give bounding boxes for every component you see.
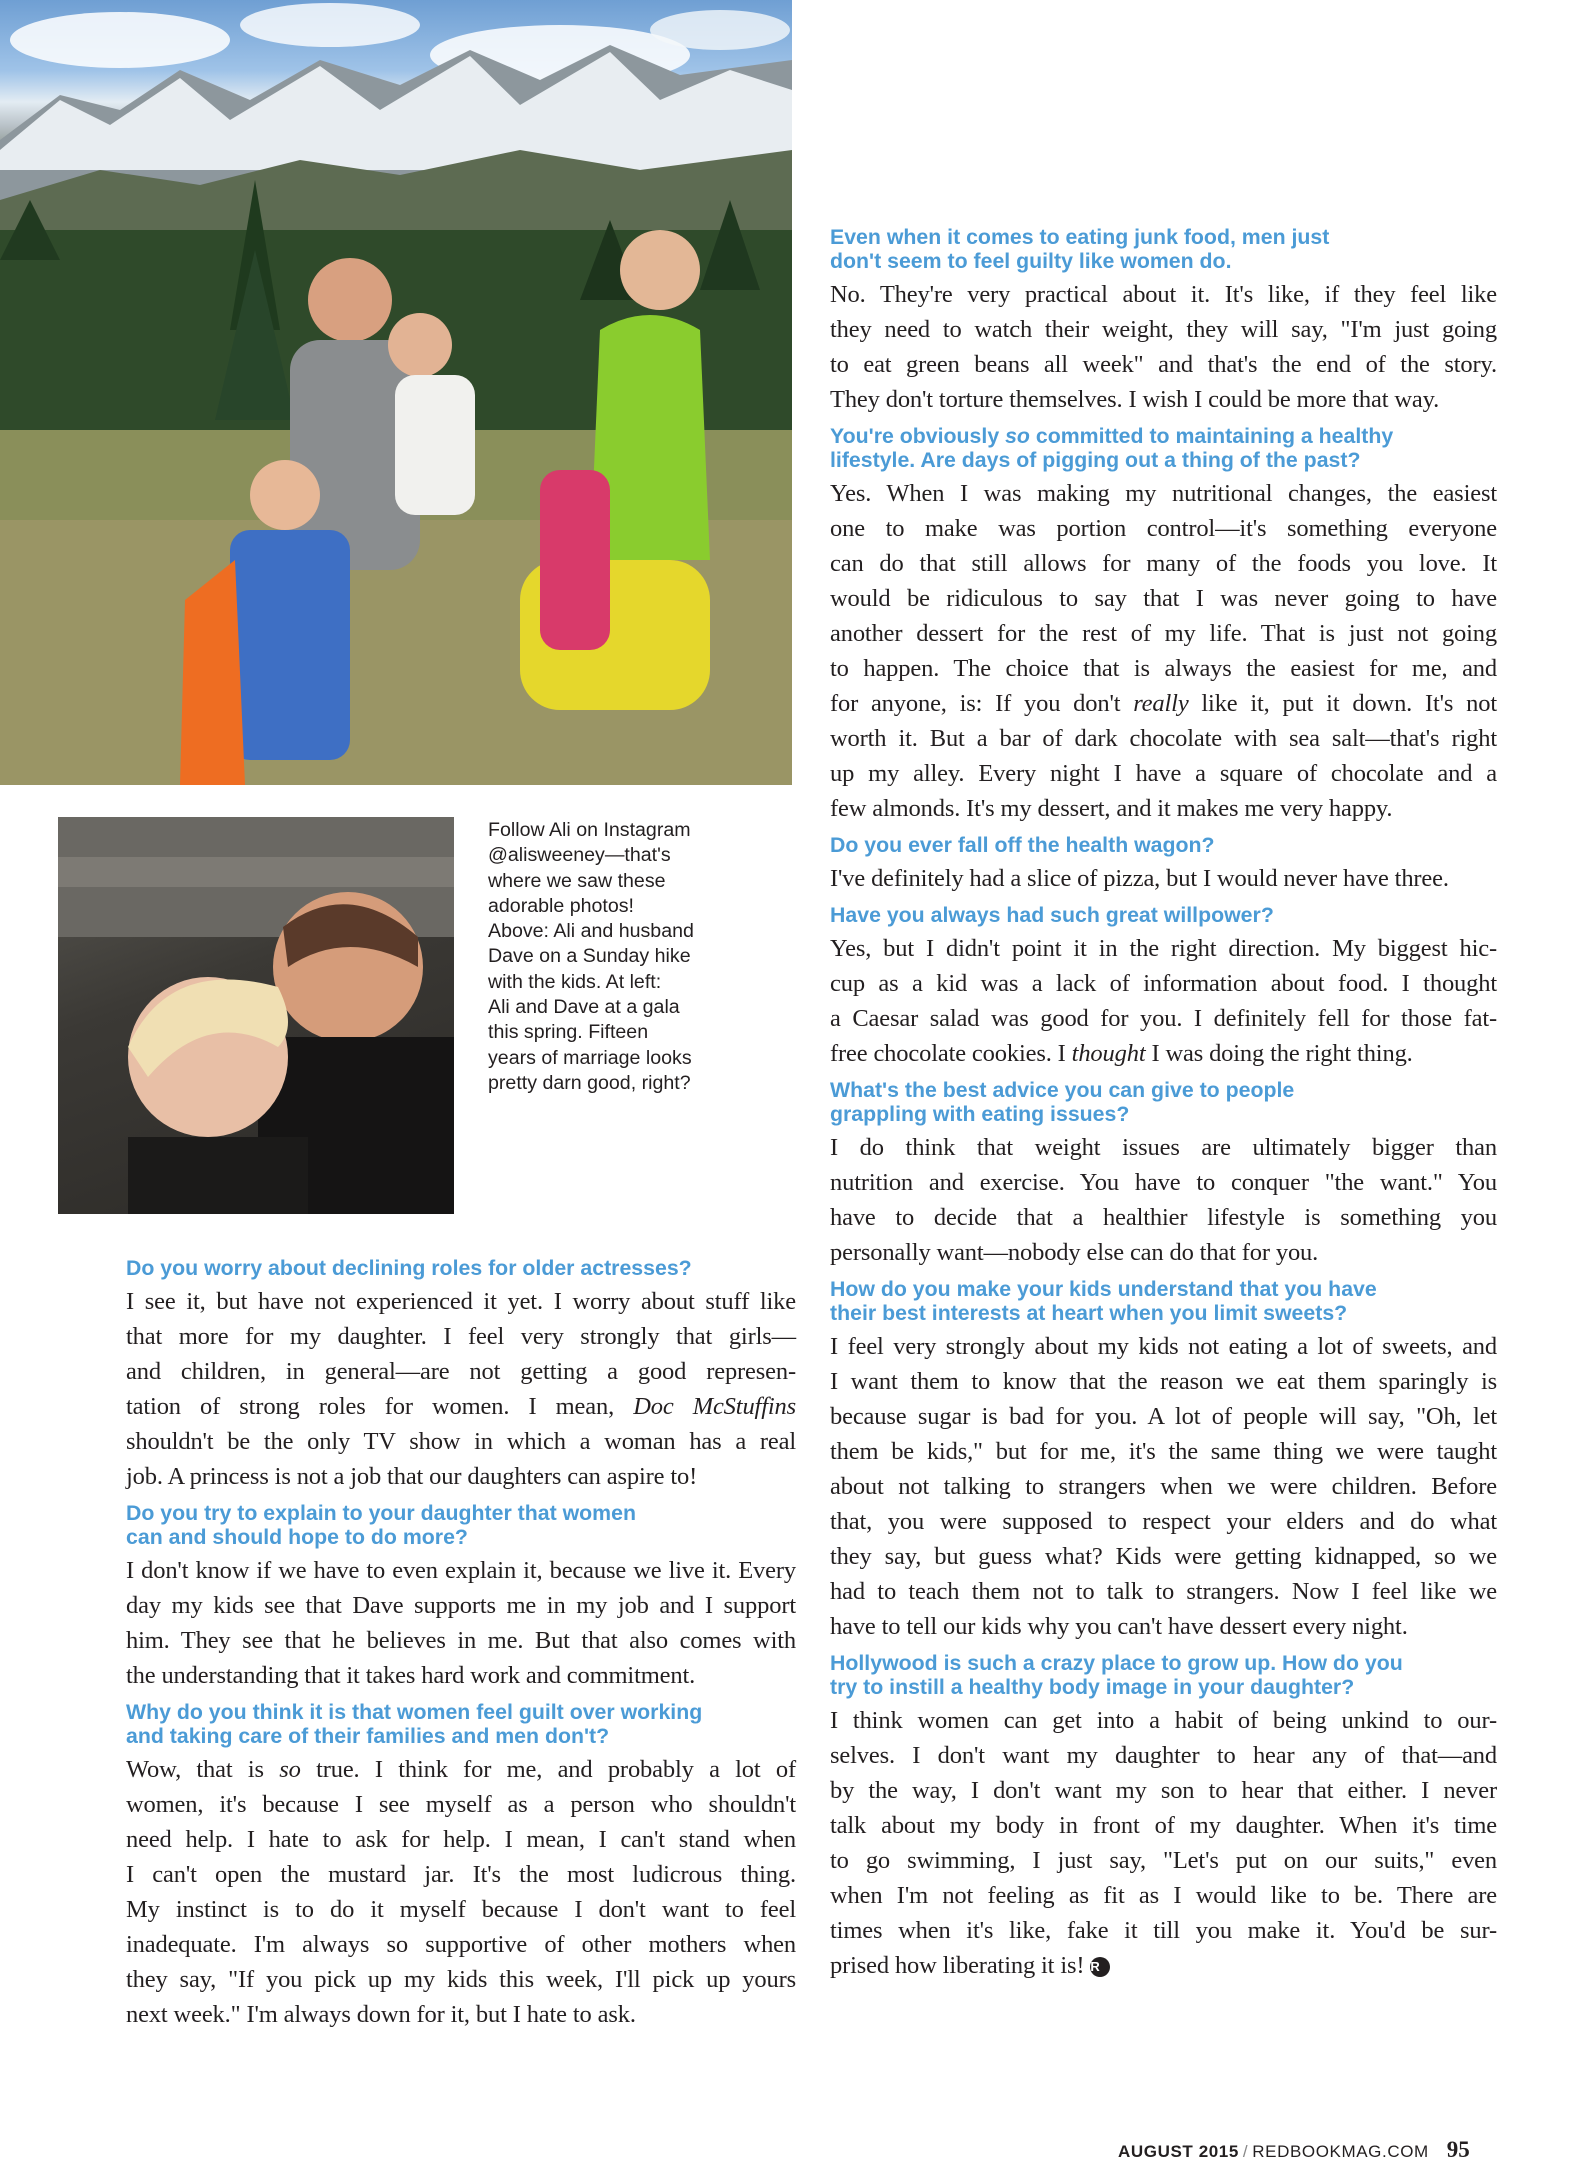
answer-line: prised how liberating it is! R — [830, 1948, 1497, 1983]
interview-question — [126, 1256, 796, 1280]
question-line: try to instill a healthy body image in your daughter? — [830, 1675, 1355, 1699]
issue-date: AUGUST 2015 — [1118, 2142, 1239, 2161]
caption-line: adorable photos! — [488, 894, 634, 917]
answer-line: I do think that weight issues are ultimately bigger than — [830, 1134, 1497, 1161]
question-line: Why do you think it is that women feel guilt over working — [126, 1700, 703, 1724]
answer-line: Yes, but I didn't point it in the right direction. My biggest hic- — [830, 935, 1497, 962]
interview-answer — [830, 1703, 1497, 1983]
answer-line: inadequate. I'm always so supportive of other mothers when — [126, 1931, 796, 1958]
answer-line: free chocolate cookies. I thought I was doing the right thing. — [830, 1040, 1413, 1067]
question-line: can and should hope to do more? — [126, 1525, 468, 1549]
answer-line: day my kids see that Dave supports me in my job and I support — [126, 1592, 796, 1619]
answer-line: can do that still allows for many of the foods you love. It — [830, 550, 1497, 577]
answer-line: nutrition and exercise. You have to conquer "the want." You — [830, 1169, 1497, 1196]
answer-line: a Caesar salad was good for you. I definitely fell for those fat- — [830, 1005, 1497, 1032]
interview-question — [126, 1501, 796, 1549]
page-number: 95 — [1446, 2137, 1470, 2162]
family-hike-photo — [0, 0, 792, 785]
answer-line: few almonds. It's my dessert, and it makes me very happy. — [830, 795, 1393, 822]
answer-line: that, you were supposed to respect your elders and do what — [830, 1508, 1497, 1535]
question-line: and taking care of their families and men don't? — [126, 1724, 610, 1748]
interview-answer — [830, 277, 1497, 417]
gala-inset-photo — [58, 817, 454, 1214]
answer-line: up my alley. Every night I have a square of chocolate and a — [830, 760, 1497, 787]
answer-line: Wow, that is so true. I think for me, and probably a lot of — [126, 1756, 796, 1783]
answer-line: had to teach them not to talk to strangers. Now I feel like we — [830, 1578, 1497, 1605]
answer-line: when I'm not feeling as fit as I would like to be. There are — [830, 1882, 1497, 1909]
answer-line: have to tell our kids why you can't have dessert every night. — [830, 1613, 1408, 1640]
answer-line: job. A princess is not a job that our daughters can aspire to! — [126, 1463, 698, 1490]
question-line: don't seem to feel guilty like women do. — [830, 249, 1232, 273]
interview-question — [830, 1078, 1497, 1126]
answer-line: I feel very strongly about my kids not eating a lot of sweets, and — [830, 1333, 1497, 1360]
question-line: How do you make your kids understand that you have — [830, 1277, 1377, 1301]
caption-line: this spring. Fifteen — [488, 1021, 649, 1044]
interview-question — [830, 424, 1497, 472]
answer-line: because sugar is bad for you. A lot of people will say, "Oh, let — [830, 1403, 1497, 1430]
answer-line: have to decide that a healthier lifestyle is something you — [830, 1204, 1497, 1231]
answer-line: another dessert for the rest of my life. That is just not going — [830, 620, 1497, 647]
answer-line: I think women can get into a habit of being unkind to our- — [830, 1707, 1497, 1734]
question-line: Do you try to explain to your daughter that women — [126, 1501, 636, 1525]
answer-line: They don't torture themselves. I wish I could be more that way. — [830, 386, 1440, 413]
interview-answer — [126, 1553, 796, 1693]
answer-line: they say, but guess what? Kids were getting kidnapped, so we — [830, 1543, 1497, 1570]
caption-line: where we saw these — [488, 869, 666, 892]
question-line: their best interests at heart when you limit sweets? — [830, 1301, 1348, 1325]
interview-question — [830, 225, 1497, 273]
left-column — [126, 1256, 796, 2039]
interview-answer — [830, 861, 1497, 896]
answer-line: personally want—nobody else can do that for you. — [830, 1239, 1319, 1266]
answer-line: I've definitely had a slice of pizza, but I would never have three. — [830, 865, 1449, 892]
answer-line: I want them to know that the reason we eat them sparingly is — [830, 1368, 1497, 1395]
answer-line: I don't know if we have to even explain it, because we live it. Every — [126, 1557, 796, 1584]
question-line: You're obviously so committed to maintaining a healthy — [830, 424, 1394, 448]
answer-line: them be kids," but for me, it's the same thing we were taught — [830, 1438, 1497, 1465]
answer-line: next week." I'm always down for it, but I hate to ask. — [126, 2001, 636, 2028]
family-hike-illustration — [0, 0, 792, 785]
caption-line: Dave on a Sunday hike — [488, 945, 691, 968]
answer-line: My instinct is to do it myself because I don't want to feel — [126, 1896, 796, 1923]
answer-line: to happen. The choice that is always the easiest for me, and — [830, 655, 1497, 682]
answer-line: shouldn't be the only TV show in which a woman has a real — [126, 1428, 796, 1455]
interview-answer — [830, 476, 1497, 826]
answer-line: to go swimming, I just say, "Let's put on our suits," even — [830, 1847, 1497, 1874]
question-line: lifestyle. Are days of pigging out a thing of the past? — [830, 448, 1361, 472]
caption-line: Above: Ali and husband — [488, 920, 694, 943]
website-link[interactable]: REDBOOKMAG.COM — [1252, 2142, 1429, 2161]
answer-line: talk about my body in front of my daughter. When it's time — [830, 1812, 1497, 1839]
end-of-article-mark: R — [1090, 1957, 1110, 1977]
answer-line: him. They see that he believes in me. But that also comes with — [126, 1627, 796, 1654]
question-line: grappling with eating issues? — [830, 1102, 1130, 1126]
caption-line: Follow Ali on Instagram — [488, 819, 691, 841]
footer-separator: / — [1242, 2142, 1249, 2161]
interview-answer — [830, 1130, 1497, 1270]
answer-line: they say, "If you pick up my kids this week, I'll pick up yours — [126, 1966, 796, 1993]
caption-line: pretty darn good, right? — [488, 1071, 691, 1094]
interview-answer — [830, 1329, 1497, 1644]
answer-line: to eat green beans all week" and that's the end of the story. — [830, 351, 1497, 378]
interview-answer — [126, 1284, 796, 1494]
answer-line: would be ridiculous to say that I was never going to have — [830, 585, 1497, 612]
answer-line: Yes. When I was making my nutritional changes, the easiest — [830, 480, 1497, 507]
answer-line: worth it. But a bar of dark chocolate with sea salt—that's right — [830, 725, 1497, 752]
interview-question — [830, 1651, 1497, 1699]
question-line: Even when it comes to eating junk food, men just — [830, 225, 1330, 249]
gala-inset-illustration — [58, 817, 454, 1214]
answer-line: by the way, I don't want my son to hear that either. I never — [830, 1777, 1497, 1804]
answer-line: and children, in general—are not getting a good represen- — [126, 1358, 796, 1385]
answer-line: they need to watch their weight, they will say, "I'm just going — [830, 316, 1497, 343]
caption-line: @alisweeney—that's — [488, 844, 671, 867]
answer-line: about not talking to strangers when we were children. Before — [830, 1473, 1497, 1500]
question-line: Hollywood is such a crazy place to grow up. How do you — [830, 1651, 1403, 1675]
question-line: What's the best advice you can give to people — [830, 1078, 1295, 1102]
answer-line: cup as a kid was a lack of information about food. I thought — [830, 970, 1497, 997]
answer-line: No. They're very practical about it. It's like, if they feel like — [830, 281, 1497, 308]
answer-line: selves. I don't want my daughter to hear any of that—and — [830, 1742, 1497, 1769]
question-line: Have you always had such great willpower? — [830, 903, 1274, 927]
answer-line: that more for my daughter. I feel very strongly that girls— — [126, 1323, 796, 1350]
answer-line: tation of strong roles for women. I mean, Doc McStuffins — [126, 1393, 796, 1420]
caption-line: Ali and Dave at a gala — [488, 996, 680, 1019]
question-line: Do you worry about declining roles for older actresses? — [126, 1256, 692, 1280]
question-line: Do you ever fall off the health wagon? — [830, 833, 1215, 857]
interview-question — [830, 833, 1497, 857]
answer-line: women, it's because I see myself as a person who shouldn't — [126, 1791, 796, 1818]
caption-line: years of marriage looks — [488, 1046, 692, 1069]
answer-line: one to make was portion control—it's something everyone — [830, 515, 1497, 542]
answer-line: I can't open the mustard jar. It's the most ludicrous thing. — [126, 1861, 796, 1888]
interview-question — [126, 1700, 796, 1748]
right-column — [830, 225, 1497, 1990]
interview-answer — [830, 931, 1497, 1071]
photo-caption — [488, 818, 788, 1096]
page-footer — [1118, 2137, 1470, 2163]
answer-line: for anyone, is: If you don't really like it, put it down. It's not — [830, 690, 1497, 717]
answer-line: the understanding that it takes hard work and commitment. — [126, 1662, 696, 1689]
interview-question — [830, 903, 1497, 927]
answer-line: need help. I hate to ask for help. I mean, I can't stand when — [126, 1826, 796, 1853]
interview-question — [830, 1277, 1497, 1325]
answer-line: I see it, but have not experienced it yet. I worry about stuff like — [126, 1288, 796, 1315]
answer-line: times when it's like, fake it till you make it. You'd be sur- — [830, 1917, 1497, 1944]
caption-line: with the kids. At left: — [488, 970, 662, 993]
interview-answer — [126, 1752, 796, 2032]
